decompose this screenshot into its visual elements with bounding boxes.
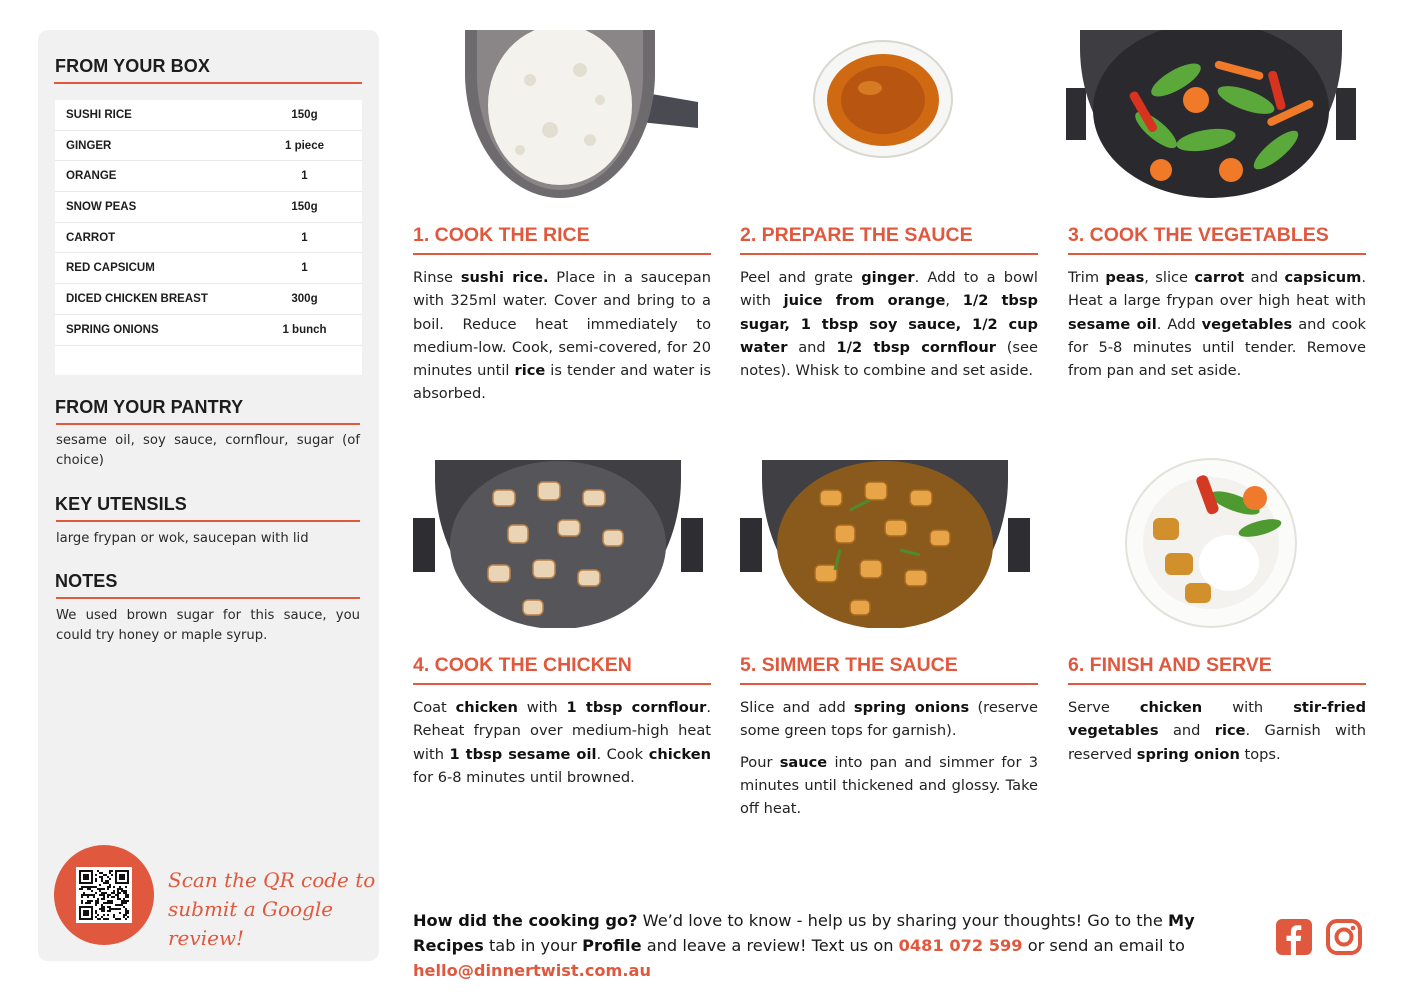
- utensils-text: large frypan or wok, saucepan with lid: [56, 531, 309, 546]
- qr-code-badge[interactable]: [54, 845, 154, 945]
- box-title: FROM YOUR BOX: [55, 56, 210, 76]
- ingredient-qty: 1: [301, 231, 308, 244]
- ingredient-highlight: 1/2 tbsp sugar, 1 tbsp soy sauce, 1/2 cup water: [740, 292, 1039, 356]
- step-4-body: [413, 696, 711, 789]
- ingredient-highlight: juice from orange: [783, 292, 946, 310]
- phone-link[interactable]: 0481 072 599: [898, 936, 1023, 955]
- notes-text: We used brown sugar for this sauce, you could try honey or maple syrup.: [56, 608, 360, 643]
- step-6-body: [1068, 696, 1366, 766]
- footer-text: and leave a review! Text us on: [641, 936, 899, 955]
- box-title-rule: [54, 82, 362, 84]
- table-row: [55, 315, 362, 346]
- ingredient-qty: 150g: [291, 200, 318, 213]
- step-5-title: 5. SIMMER THE SAUCE: [740, 654, 958, 676]
- ingredient-highlight: spring onions: [853, 699, 970, 716]
- ingredient-highlight: spring onion: [1136, 745, 1240, 763]
- utensils-rule: [56, 520, 360, 522]
- qr-caption-line: Scan the QR code to: [168, 868, 376, 892]
- chicken-in-pan-image: [413, 460, 703, 628]
- table-row: [55, 253, 362, 284]
- table-row: [55, 161, 362, 192]
- ingredient-highlight: chicken: [455, 699, 518, 716]
- step-2-title: 2. PREPARE THE SAUCE: [740, 224, 973, 246]
- profile-link[interactable]: Profile: [582, 936, 642, 955]
- ingredient-highlight: carrot: [1194, 269, 1245, 286]
- chicken-simmering-image: [740, 460, 1030, 628]
- table-row: [55, 131, 362, 162]
- step-2-body: [740, 266, 1038, 382]
- table-row: [55, 100, 362, 131]
- ingredient-highlight: sesame oil: [1068, 315, 1157, 333]
- step-paragraph: Trim peas, slice carrot and capsicum. Heat a large frypan over high heat with sesame oil. Add vegetables and cook for 5-8 minutes until tender. Remove from pan and set aside.: [1068, 269, 1366, 380]
- step-4-rule: [413, 683, 711, 685]
- ingredient-highlight: sushi rice.: [460, 269, 549, 286]
- ingredient-name: SUSHI RICE: [66, 108, 132, 121]
- ingredient-highlight: 1 tbsp sesame oil: [449, 745, 597, 763]
- ingredient-name: RED CAPSICUM: [66, 262, 155, 275]
- ingredient-highlight: peas: [1105, 269, 1145, 286]
- footer-text: tab in your: [483, 936, 583, 955]
- ingredient-highlight: sauce: [779, 753, 828, 771]
- step-3-rule: [1068, 253, 1366, 255]
- pantry-title: FROM YOUR PANTRY: [55, 397, 244, 417]
- qr-caption: [168, 866, 379, 953]
- ingredient-highlight: vegetables: [1201, 315, 1293, 333]
- ingredient-qty: 300g: [291, 292, 318, 305]
- email-link[interactable]: hello@dinnertwist.com.au: [413, 961, 651, 980]
- ingredient-highlight: chicken: [648, 745, 711, 763]
- utensils-title: KEY UTENSILS: [55, 494, 187, 514]
- qr-code[interactable]: [76, 867, 132, 923]
- table-row: [55, 192, 362, 223]
- ingredient-highlight: capsicum: [1284, 269, 1362, 286]
- ingredient-name: GINGER: [66, 139, 112, 152]
- ingredient-highlight: ginger: [861, 269, 915, 286]
- ingredient-highlight: rice: [514, 362, 546, 380]
- step-5-body: [740, 696, 1038, 820]
- qr-code-icon: [79, 870, 129, 920]
- step-1-title: 1. COOK THE RICE: [413, 224, 590, 246]
- notes-rule: [56, 597, 360, 599]
- ingredient-name: CARROT: [66, 231, 116, 244]
- step-paragraph: Coat chicken with 1 tbsp cornflour. Reheat frypan over medium-high heat with 1 tbsp sesame oil. Cook chicken for 6-8 minutes until browned.: [413, 699, 711, 786]
- ingredient-qty: 1 piece: [285, 139, 324, 152]
- ingredient-highlight: stir-fried vegetables: [1068, 699, 1367, 740]
- footer-text: or send an email to: [1022, 936, 1185, 955]
- ingredient-name: SNOW PEAS: [66, 200, 137, 213]
- qr-caption-line: submit a Google review!: [168, 897, 334, 950]
- ingredient-qty: 1: [301, 262, 308, 275]
- ingredient-highlight: 1 tbsp cornflour: [566, 699, 707, 716]
- step-paragraph: Pour sauce into pan and simmer for 3 minutes until thickened and glossy. Take off heat.: [740, 753, 1038, 818]
- table-row: [55, 223, 362, 254]
- footer-text: We’d love to know - help us by sharing your thoughts! Go to the: [637, 911, 1169, 930]
- ingredient-name: ORANGE: [66, 170, 117, 183]
- rice-in-saucepan-image: [440, 30, 702, 198]
- ingredient-qty: 1: [301, 170, 308, 183]
- ingredient-highlight: rice: [1214, 722, 1246, 740]
- step-paragraph: Peel and grate ginger. Add to a bowl with juice from orange, 1/2 tbsp sugar, 1 tbsp soy sauce, 1/2 cup water and 1/2 tbsp cornflour (see notes). Whisk to combine and set aside.: [740, 269, 1039, 380]
- feedback-footer: [413, 908, 1263, 983]
- ingredient-highlight: 1/2 tbsp cornflour: [836, 338, 996, 356]
- vegetables-in-pan-image: [1066, 30, 1356, 198]
- ingredient-qty: 150g: [291, 108, 318, 121]
- sauce-in-bowl-image: [812, 40, 954, 158]
- my-recipes-link[interactable]: My Recipes: [413, 911, 1195, 955]
- step-paragraph: Serve chicken with stir-fried vegetables and rice. Garnish with reserved spring onion tops.: [1068, 699, 1367, 763]
- step-1-rule: [413, 253, 711, 255]
- step-3-title: 3. COOK THE VEGETABLES: [1068, 224, 1329, 246]
- step-paragraph: Rinse sushi rice. Place in a saucepan with 325ml water. Cover and bring to a boil. Reduce heat immediately to medium-low. Cook, semi-covered, for 20 minutes until rice is tender and water is absorbed.: [413, 269, 711, 403]
- sidebar: [38, 30, 379, 961]
- plated-dish-image: [1125, 458, 1297, 628]
- step-6-title: 6. FINISH AND SERVE: [1068, 654, 1272, 676]
- ingredient-name: DICED CHICKEN BREAST: [66, 292, 208, 305]
- notes-title: NOTES: [55, 571, 118, 591]
- step-4-title: 4. COOK THE CHICKEN: [413, 654, 632, 676]
- step-6-rule: [1068, 683, 1366, 685]
- step-paragraph: Slice and add spring onions (reserve some green tops for garnish).: [740, 699, 1038, 740]
- pantry-text: sesame oil, soy sauce, cornflour, sugar (of choice): [56, 433, 360, 468]
- ingredient-name: SPRING ONIONS: [66, 323, 159, 336]
- step-1-body: [413, 266, 711, 406]
- footer-question: How did the cooking go?: [413, 911, 638, 930]
- ingredient-highlight: chicken: [1139, 699, 1203, 716]
- step-3-body: [1068, 266, 1366, 382]
- instagram-icon[interactable]: [1325, 918, 1363, 956]
- facebook-icon[interactable]: [1275, 918, 1313, 956]
- ingredients-table: [55, 100, 362, 375]
- table-row: [55, 284, 362, 315]
- step-5-rule: [740, 683, 1038, 685]
- ingredient-qty: 1 bunch: [282, 323, 327, 336]
- step-2-rule: [740, 253, 1038, 255]
- pantry-rule: [56, 423, 360, 425]
